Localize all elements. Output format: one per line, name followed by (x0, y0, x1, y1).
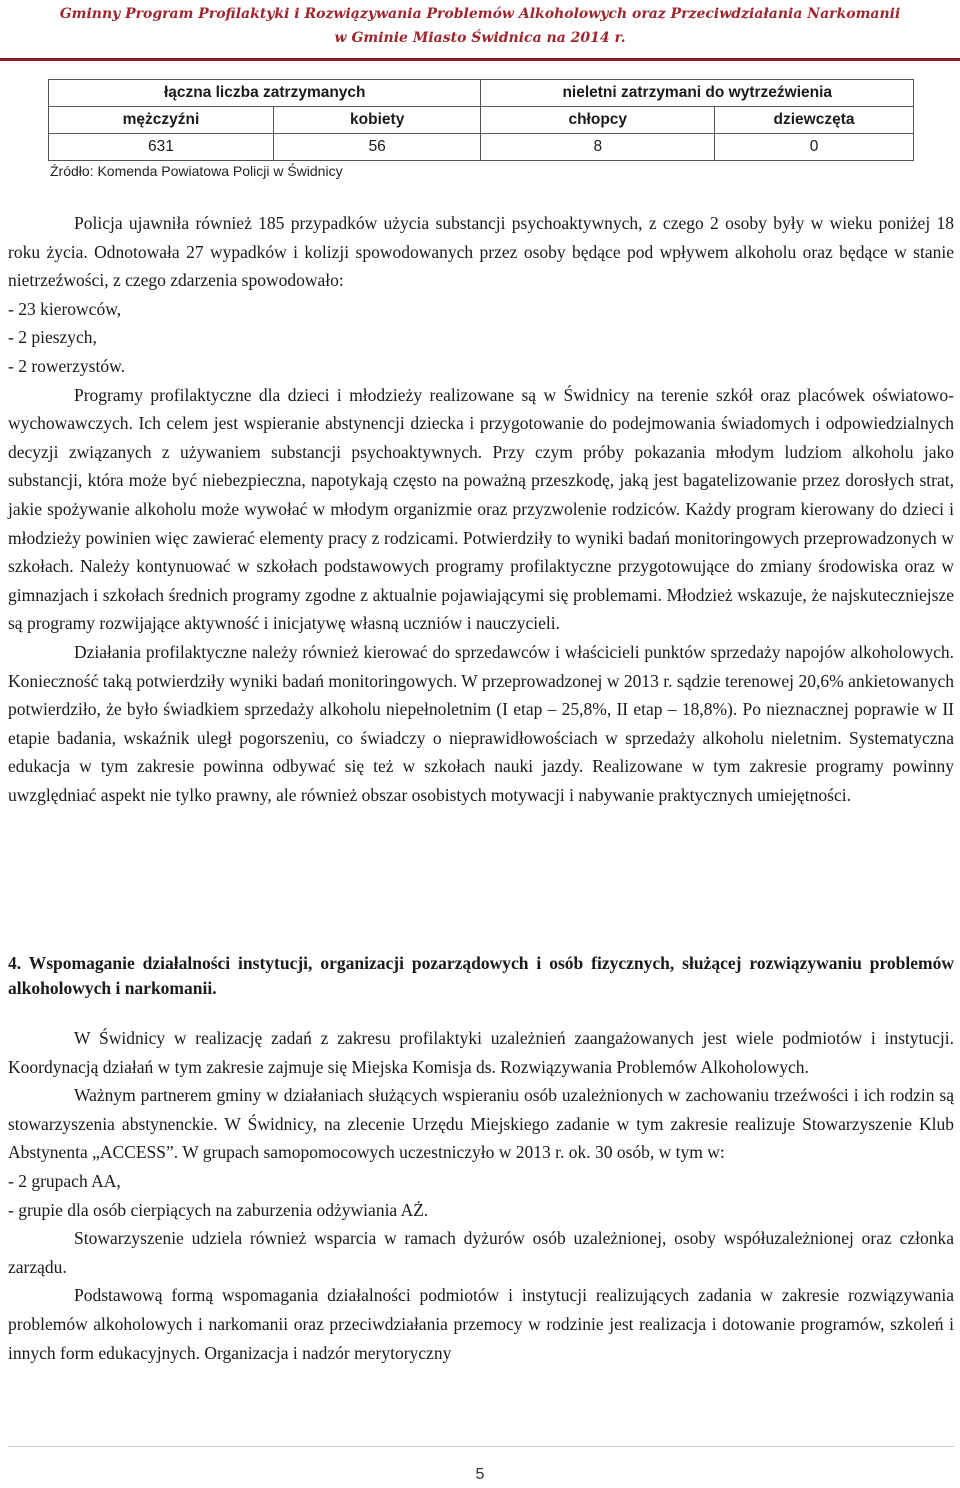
section-heading: 4. Wspomaganie działalności instytucji, organizacji pozarządowych i osób fizycznych, służącej rozwiązywaniu problemów alkoholowych i narkomanii. (8, 953, 954, 998)
list-item: - 2 pieszych, (8, 327, 97, 348)
list-item: - 2 grupach AA, (8, 1170, 121, 1191)
table-group-header-row (49, 80, 914, 107)
detentions-table (48, 79, 914, 161)
column-header-women: kobiety (273, 107, 481, 134)
paragraph-police-stats: Policja ujawniła również 185 przypadków użycia substancji psychoaktywnych, z czego 2 osoby były w wieku poniżej 18 roku życia. Odnotowała 27 wypadków i kolizji spowodowanych przez osoby będące pod wpływem alkoholu oraz będące w stanie nietrzeźwości, z czego zdarzenia spowodowało: (8, 213, 954, 291)
paragraph-institutions: W Świdnicy w realizację zadań z zakresu profilaktyki uzależnień zaangażowanych jest wiele podmiotów i instytucji. Koordynacją działań w tym zakresie zajmuje się Miejska Komisja ds. Rozwiązywania Problemów Alkoholowych. (8, 1028, 954, 1077)
footer-rule (8, 1446, 954, 1447)
column-header-boys: chłopcy (481, 107, 715, 134)
group-header-minors: nieletni zatrzymani do wytrzeźwienia (481, 80, 914, 107)
header-title-line1: Gminny Program Profilaktyki i Rozwiązywania Problemów Alkoholowych oraz Przeciwdziałania Narkomanii (59, 6, 901, 22)
header-rule (0, 58, 960, 61)
table-row (49, 134, 914, 161)
section-body-support (8, 1024, 954, 1367)
header-title-line2: w Gminie Miasto Świdnica na 2014 r. (334, 30, 626, 46)
list-item: - 23 kierowców, (8, 298, 122, 319)
list-item: - grupie dla osób cierpiących na zaburzenia odżywiania AŻ. (8, 1199, 429, 1220)
table-source-note: Źródło: Komenda Powiatowa Policji w Świdnicy (50, 163, 343, 179)
table-column-header-row (49, 107, 914, 134)
list-item: - 2 rowerzystów. (8, 355, 125, 376)
value-boys: 8 (481, 134, 715, 161)
paragraph-prevention-programs: Programy profilaktyczne dla dzieci i młodzieży realizowane są w Świdnicy na terenie szkół oraz placówek oświatowo-wychowawczych. Ich celem jest wspieranie abstynencji dziecka i przygotowanie do podejmowania świadomych i odpowiedzialnych decyzji związanych z używaniem substancji psychoaktywnych. Przy czym próby pokazania młodym ludziom alkoholu jako substancji, która może być niebezpieczna, napotykają często na poważną przeszkodę, jaką jest bagatelizowanie przez dorosłych strat, jakie spożywanie alkoholu może wywołać w młodym organizmie oraz przyzwolenie rodziców. Każdy program kierowany do dzieci i młodzieży powinien więc zawierać elementy pracy z rodzicami. Potwierdziły to wyniki badań monitoringowych przeprowadzonych w szkołach. Należy kontynuować w szkołach podstawowych programy profilaktyczne przygotowujące do zmiany środowiska oraz w gimnazjach i szkołach średnich programy zgodne z aktualnie pojawiającymi się problemami. Młodzież wskazuje, że najskuteczniejsze są programy rozwijające aktywność i inicjatywę własną uczniów i nauczycieli. (8, 384, 954, 634)
column-header-girls: dziewczęta (715, 107, 914, 134)
value-men: 631 (49, 134, 274, 161)
group-header-total: łączna liczba zatrzymanych (49, 80, 481, 107)
page-number: 5 (475, 1466, 485, 1483)
paragraph-associations: Ważnym partnerem gminy w działaniach służących wspieraniu osób uzależnionych w zachowaniu trzeźwości i ich rodzin są stowarzyszenia abstynenckie. W Świdnicy, na zlecenie Urzędu Miejskiego zadanie w tym zakresie realizuje Stowarzyszenie Klub Abstynenta „ACCESS”. W grupach samopomocowych uczestniczyło w 2013 r. ok. 30 osób, w tym w: (8, 1085, 954, 1163)
section-body-police (8, 209, 954, 809)
value-women: 56 (273, 134, 481, 161)
value-girls: 0 (715, 134, 914, 161)
paragraph-duty-support: Stowarzyszenie udziela również wsparcia w ramach dyżurów osób uzależnionej, osoby współuzależnionej oraz członka zarządu. (8, 1228, 954, 1277)
paragraph-sellers: Działania profilaktyczne należy również kierować do sprzedawców i właścicieli punktów sprzedaży napojów alkoholowych. Konieczność taką potwierdziły wyniki badań monitoringowych. W przeprowadzonej w 2013 r. sądzie terenowej 20,6% ankietowanych potwierdziło, że było świadkiem sprzedaży alkoholu niepełnoletnim (I etap – 25,8%, II etap – 18,8%). Po nieznacznej poprawie w II etapie badania, wskaźnik uległ pogorszeniu, co świadczy o nieprawidłowościach w sprzedaży alkoholu nieletnim. Systematyczna edukacja w tym zakresie powinna odbywać się też w szkołach nauki jazdy. Realizowane w tym zakresie programy powinny uwzględniać aspekt nie tylko prawny, ale również obszar osobistych motywacji i nabywanie praktycznych umiejętności. (8, 641, 954, 805)
paragraph-basic-form: Podstawową formą wspomagania działalności podmiotów i instytucji realizujących zadania w zakresie rozwiązywania problemów alkoholowych i narkomanii oraz przeciwdziałania przemocy w rodzinie jest realizacja i dotowanie programów, szkoleń i innych form edukacyjnych. Organizacja i nadzór merytoryczny (8, 1285, 954, 1363)
column-header-men: mężczyźni (49, 107, 274, 134)
running-header (0, 0, 960, 58)
